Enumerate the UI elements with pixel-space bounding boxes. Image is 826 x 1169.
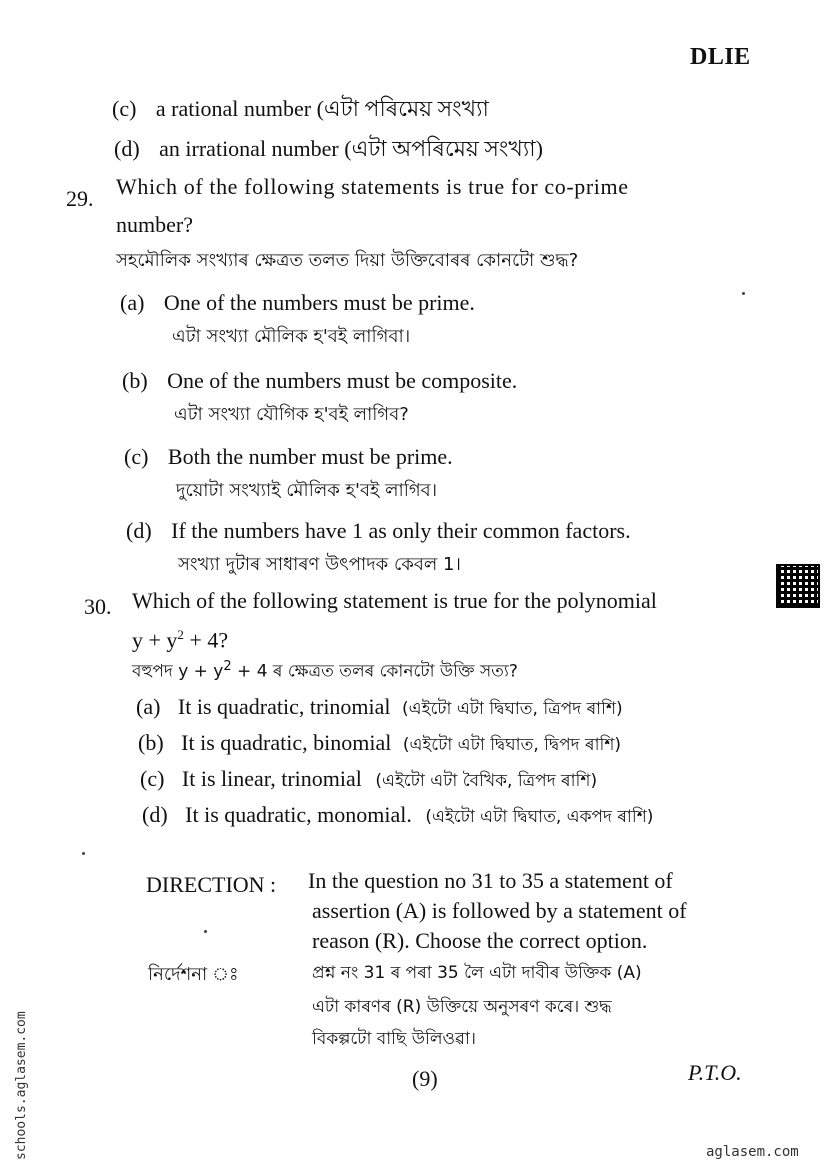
q29-option-a-bengali: এটা সংখ্যা মৌলিক হ'বই লাগিবা। (172, 326, 411, 347)
option-label: (d) (114, 136, 140, 161)
q30-number: 30. (84, 594, 112, 619)
option-label: (b) (122, 368, 148, 393)
bengali-part: + 4 ৰ ক্ষেত্ৰত তলৰ কোনটো উক্তি সত্য? (231, 661, 518, 682)
q29-bengali: সহমৌলিক সংখ্যাৰ ক্ষেত্ৰত তলত দিয়া উক্তিবোৰৰ কোনটো শুদ্ধ? (116, 250, 579, 271)
option-label: (a) (136, 694, 161, 719)
option-text: an irrational number (এটা অপৰিমেয় সংখ্যা) (159, 136, 543, 161)
q29-option-d (126, 518, 631, 544)
q30-option-d (142, 802, 653, 830)
direction-bengali-line-1: প্ৰশ্ন নং 31 ৰ পৰা 35 লৈ এটা দাবীৰ উক্তিক (A) (312, 963, 642, 983)
direction-line-1: In the question no 31 to 35 a statement of (308, 868, 673, 893)
direction-line-2: assertion (A) is followed by a statement of (312, 898, 687, 923)
page-number: (9) (412, 1066, 438, 1091)
option-label: (d) (126, 518, 152, 543)
option-text: It is quadratic, monomial. (185, 802, 412, 827)
polynomial-part: y + y (132, 627, 178, 653)
q29-option-a (120, 290, 475, 316)
bengali-exponent: 2 (223, 659, 232, 674)
option-text: Both the number must be prime. (167, 444, 453, 469)
polynomial-exponent: 2 (177, 627, 184, 642)
option-text: It is quadratic, binomial (181, 730, 392, 755)
option-label: (a) (120, 290, 145, 315)
bottom-watermark: aglasem.com (706, 1144, 799, 1160)
bengali-part: বহুপদ y + y (132, 661, 224, 682)
q30-option-b (138, 730, 621, 758)
polynomial-part: + 4? (183, 627, 229, 653)
pto-label: P.T.O. (688, 1060, 742, 1085)
q28-option-d (114, 136, 543, 162)
q30-text-line1: Which of the following statement is true for the polynomial (132, 588, 657, 613)
scan-speck (742, 292, 745, 295)
scan-speck (204, 930, 207, 933)
option-text: a rational number (এটা পৰিমেয় সংখ্যা (155, 96, 489, 121)
q29-text-line1: Which of the following statements is true for co-prime (116, 174, 629, 199)
option-label: (c) (124, 444, 149, 469)
option-text: It is linear, trinomial (181, 766, 362, 791)
option-bengali: (এইটো এটা দ্বিঘাত, দ্বিপদ ৰাশি) (402, 735, 622, 755)
option-text: It is quadratic, trinomial (177, 694, 391, 719)
option-bengali: (এইটো এটা বৈখিক, ত্ৰিপদ ৰাশি) (375, 771, 598, 791)
q28-option-c (112, 96, 489, 122)
q29-option-b (122, 368, 517, 394)
direction-label: DIRECTION : (146, 872, 277, 897)
q29-number: 29. (66, 186, 94, 211)
direction-line-3: reason (R). Choose the correct option. (312, 928, 648, 953)
option-bengali: (এইটো এটা দ্বিঘাত, একপদ ৰাশি) (425, 807, 654, 827)
q29-option-b-bengali: এটা সংখ্যা যৌগিক হ'বই লাগিব? (174, 404, 409, 425)
paper-code: DLIE (690, 44, 751, 70)
direction-bengali-line-3: বিকল্পটো বাছি উলিওৱা। (312, 1029, 476, 1049)
option-label: (c) (140, 766, 165, 791)
option-label: (d) (142, 802, 168, 827)
option-label: (b) (138, 730, 164, 755)
option-text: One of the numbers must be composite. (167, 368, 518, 393)
direction-bengali-label: নিৰ্দেশনা ঃ (148, 964, 239, 985)
option-text: One of the numbers must be prime. (163, 290, 475, 315)
q29-option-c (124, 444, 453, 470)
option-label: (c) (112, 96, 137, 121)
qr-code (776, 564, 820, 608)
q29-text-line2: number? (116, 212, 193, 237)
q30-option-a (136, 694, 623, 722)
option-bengali: (এইটো এটা দ্বিঘাত, ত্ৰিপদ ৰাশি) (402, 699, 623, 719)
direction-bengali-line-2: এটা কাৰণৰ (R) উক্তিয়ে অনুসৰণ কৰে। শুদ্ধ (312, 997, 612, 1017)
side-watermark: schools.aglasem.com (14, 1011, 29, 1160)
scan-speck (82, 852, 85, 855)
q30-bengali (132, 654, 518, 685)
q30-polynomial (132, 622, 228, 653)
option-text: If the numbers have 1 as only their common factors. (171, 518, 631, 543)
q29-option-d-bengali: সংখ্যা দুটাৰ সাধাৰণ উৎপাদক কেবল 1। (178, 554, 461, 575)
q29-option-c-bengali: দুয়োটা সংখ্যাই মৌলিক হ'বই লাগিব। (176, 480, 438, 501)
q30-option-c (140, 766, 597, 794)
